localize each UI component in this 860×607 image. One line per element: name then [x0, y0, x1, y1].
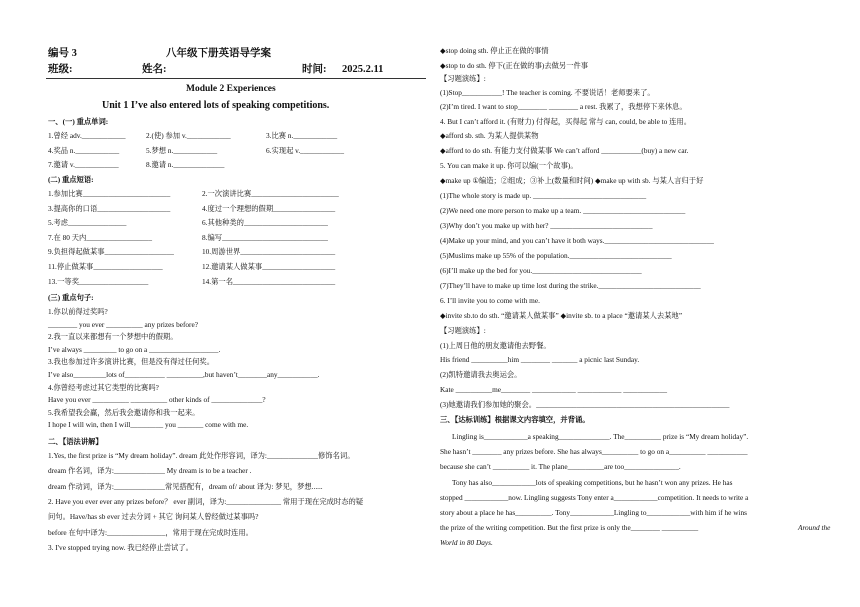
right-line: stopped ____________now. Lingling suggests Tony enter a____________competition. It needs to write a	[440, 493, 749, 502]
sentence-line: 4.你曾经考虑过其它类型的比赛吗?	[48, 382, 159, 392]
grammar-line: dream 作动词，译为:______________常见搭配有，dream of/ about 译为: 梦见，梦想......	[48, 481, 323, 491]
grammar-line: dream 作名词，译为:______________ My dream is to be a teacher .	[48, 466, 252, 476]
phrases-heading: (二) 重点短语:	[48, 175, 94, 184]
phrase-item: 14.第一名____________________________	[202, 276, 336, 286]
phrase-item: 4.度过一个理想的假期_________________	[202, 203, 336, 213]
right-line: Lingling is____________a speaking______________. The__________ prize is “My dream holiday”.	[452, 432, 749, 441]
header-rule	[46, 78, 426, 79]
right-line: 4. But I can’t afford it. (有财力) 付得起，买得起 常与 can, could, be able to 连用。	[440, 117, 692, 126]
word-item: 2.(使) 参加 v.____________	[146, 131, 231, 140]
sentence-line: I’ve also_________lots of___________ __________,but haven’t________any___________.	[48, 370, 320, 379]
grammar-line: 问句。Have/has sb ever 过去分词 + 其它 询问某人曾经做过某事吗?	[48, 512, 259, 522]
doc-number: 编号 3	[48, 48, 77, 59]
right-line: Kate __________me________ ____________ ____________ ____________	[440, 385, 668, 394]
right-line: (1)The whole story is made up. _______________________________	[440, 191, 647, 200]
sentence-line: Have you ever __________ __________ other kinds of ______________?	[48, 395, 266, 405]
right-line: ◆make up ①编造；②组成；③补上(数量和时间) ◆make up with sb. 与某人言归于好	[440, 176, 704, 185]
unit-title: Unit 1 I’ve also entered lots of speaking competitions.	[102, 100, 330, 111]
right-line: (7)They’ll have to make up time lost during the strike.____________________________	[440, 281, 701, 290]
phrase-item: 13.一等奖___________________	[48, 276, 149, 286]
right-line: ◆invite sb.to do sth. “邀请某人做某事” ◆invite sb. to a place “邀请某人去某地”	[440, 311, 683, 320]
word-item: 3.比赛 n.____________	[266, 131, 338, 140]
right-line: (6)I’ll make up the bed for you.______________________________	[440, 266, 642, 275]
phrase-item: 9.负担得起做某事___________________	[48, 247, 174, 257]
right-line: 【习题演练】:	[440, 326, 486, 335]
sentence-line: I’ve always _________ to go on a ___________________.	[48, 344, 221, 354]
phrase-item: 1.参加比赛________________________	[48, 189, 171, 198]
grammar-line: 2. Have you ever ever any prizes before？ ever 副词，译为:_______________ 常用于现在完成时态的疑	[48, 496, 364, 506]
grammar-line: before 在句中译为:________________，常用于现在完成时连用。	[48, 527, 253, 537]
right-line: because she can’t __________ it. The plane__________are too_______________.	[440, 462, 681, 471]
right-line: (5)Muslims make up 55% of the population.____________________________	[440, 251, 672, 260]
right-line: World in 80 Days.	[440, 538, 493, 547]
right-line: ◆afford to do sth. 有能力支付做某事 We can’t afford ___________(buy) a new car.	[440, 146, 689, 155]
right-line: (3)她邀请我们参加她的聚会。_____________________________________________________	[440, 400, 730, 409]
sentence-line: 2.我一直以来都想有一个梦想中的假期。	[48, 332, 178, 342]
word-item: 5.梦想 n.____________	[146, 145, 218, 155]
right-line: (3)Why don’t you make up with her? ____________________________	[440, 221, 653, 230]
phrase-item: 2.一次演讲比赛________________________	[202, 189, 339, 198]
right-line: the prize of the writing competition. But the first prize is only the________ __________	[440, 523, 699, 532]
phrase-item: 7.在 80 天内__________________	[48, 232, 152, 242]
right-line: ◆stop to do sth. 停下(正在做的事)去做另一件事	[440, 61, 589, 70]
words-heading: 一、(一) 重点单词:	[48, 117, 109, 126]
right-line: (2)We need one more person to make up a team. ____________________________	[440, 206, 686, 215]
grammar-heading: 二、【语法讲解】	[48, 437, 103, 446]
sentence-line: 5.我希望我会赢，然后我会邀请你和我一起来。	[48, 407, 200, 417]
right-line: She hasn’t ________ any prizes before. She has always__________ to go on a__________ ___________	[440, 447, 748, 456]
phrase-item: 5.考虑________________	[48, 218, 127, 228]
word-item: 8.邀请 n.______________	[146, 160, 225, 169]
right-line: story about a place he has__________. Tony____________Lingling to____________with him if he wins	[440, 508, 748, 517]
right-line: 6. I’ll invite you to come with me.	[440, 296, 540, 305]
right-line: ◆afford sb. sth. 为某人提供某物	[440, 131, 539, 140]
right-line: Tony has also____________lots of speaking competitions, but he hasn’t won any prizes. He has	[452, 478, 733, 487]
sentence-line: I hope I will win, then I will_________ you _______ come with me.	[48, 420, 249, 430]
right-line: (1)上周日他的朋友邀请他去野餐。	[440, 341, 551, 350]
right-line: 三、【达标训练】根据课文内容填空，并背诵。	[440, 415, 590, 424]
right-line: (2)凯特邀请我去奥运会。	[440, 370, 522, 379]
phrase-item: 12.邀请某人做某事____________________	[202, 262, 336, 271]
class-label: 班级:	[48, 64, 73, 75]
right-line: (1)Stop___________! The teacher is coming. 不要说话！老师要来了。	[440, 88, 655, 97]
word-item: 6.实现起 v.____________	[266, 145, 344, 155]
doc-title: 八年级下册英语导学案	[166, 48, 271, 59]
right-line: (4)Make up your mind, and you can’t have it both ways.______________________________	[440, 236, 714, 245]
word-item: 1.曾经 adv.____________	[48, 131, 126, 140]
grammar-line: 1.Yes, the first prize is “My dream holiday”. dream 此处作形容词，译为:______________修饰名词。	[48, 451, 355, 460]
right-line: 【习题演练】:	[440, 74, 486, 83]
sentence-line: 1.你以前得过奖吗?	[48, 307, 108, 316]
phrase-item: 10.周游世界__________________________	[202, 247, 336, 257]
sentences-heading: (三) 重点句子:	[48, 293, 94, 302]
right-line: His friend __________him ________ _______ a picnic last Sunday.	[440, 355, 640, 364]
right-line: 5. You can make it up. 你可以编(一个故事)。	[440, 161, 578, 170]
word-item: 4.奖品 n.____________	[48, 145, 120, 155]
phrase-item: 11.停止做某事___________________	[48, 262, 163, 271]
right-line: ◆stop doing sth. 停止正在做的事情	[440, 46, 549, 55]
italic-book-title: Around the	[798, 523, 831, 532]
module-title: Module 2 Experiences	[186, 84, 276, 94]
phrase-item: 8.编写_____________________________	[202, 232, 328, 242]
date: 2025.2.11	[342, 64, 384, 75]
phrase-item: 6.其他种类的_______________________	[202, 218, 328, 228]
sentence-line: 3.我也参加过许多演讲比赛，但是没有得过任何奖。	[48, 357, 215, 367]
time-label: 时间:	[302, 64, 327, 75]
phrase-item: 3.提高你的口语____________________	[48, 203, 171, 213]
sentence-line: ________ you ever __________ any prizes before?	[48, 319, 198, 329]
word-item: 7.邀请 v.____________	[48, 160, 119, 169]
grammar-line: 3. I've stopped trying now. 我已经停止尝试了。	[48, 542, 193, 552]
right-line: (2)I’m tired. I want to stop________ ________ a rest. 我累了，我想停下来休息。	[440, 102, 687, 111]
name-label: 姓名:	[142, 64, 167, 75]
